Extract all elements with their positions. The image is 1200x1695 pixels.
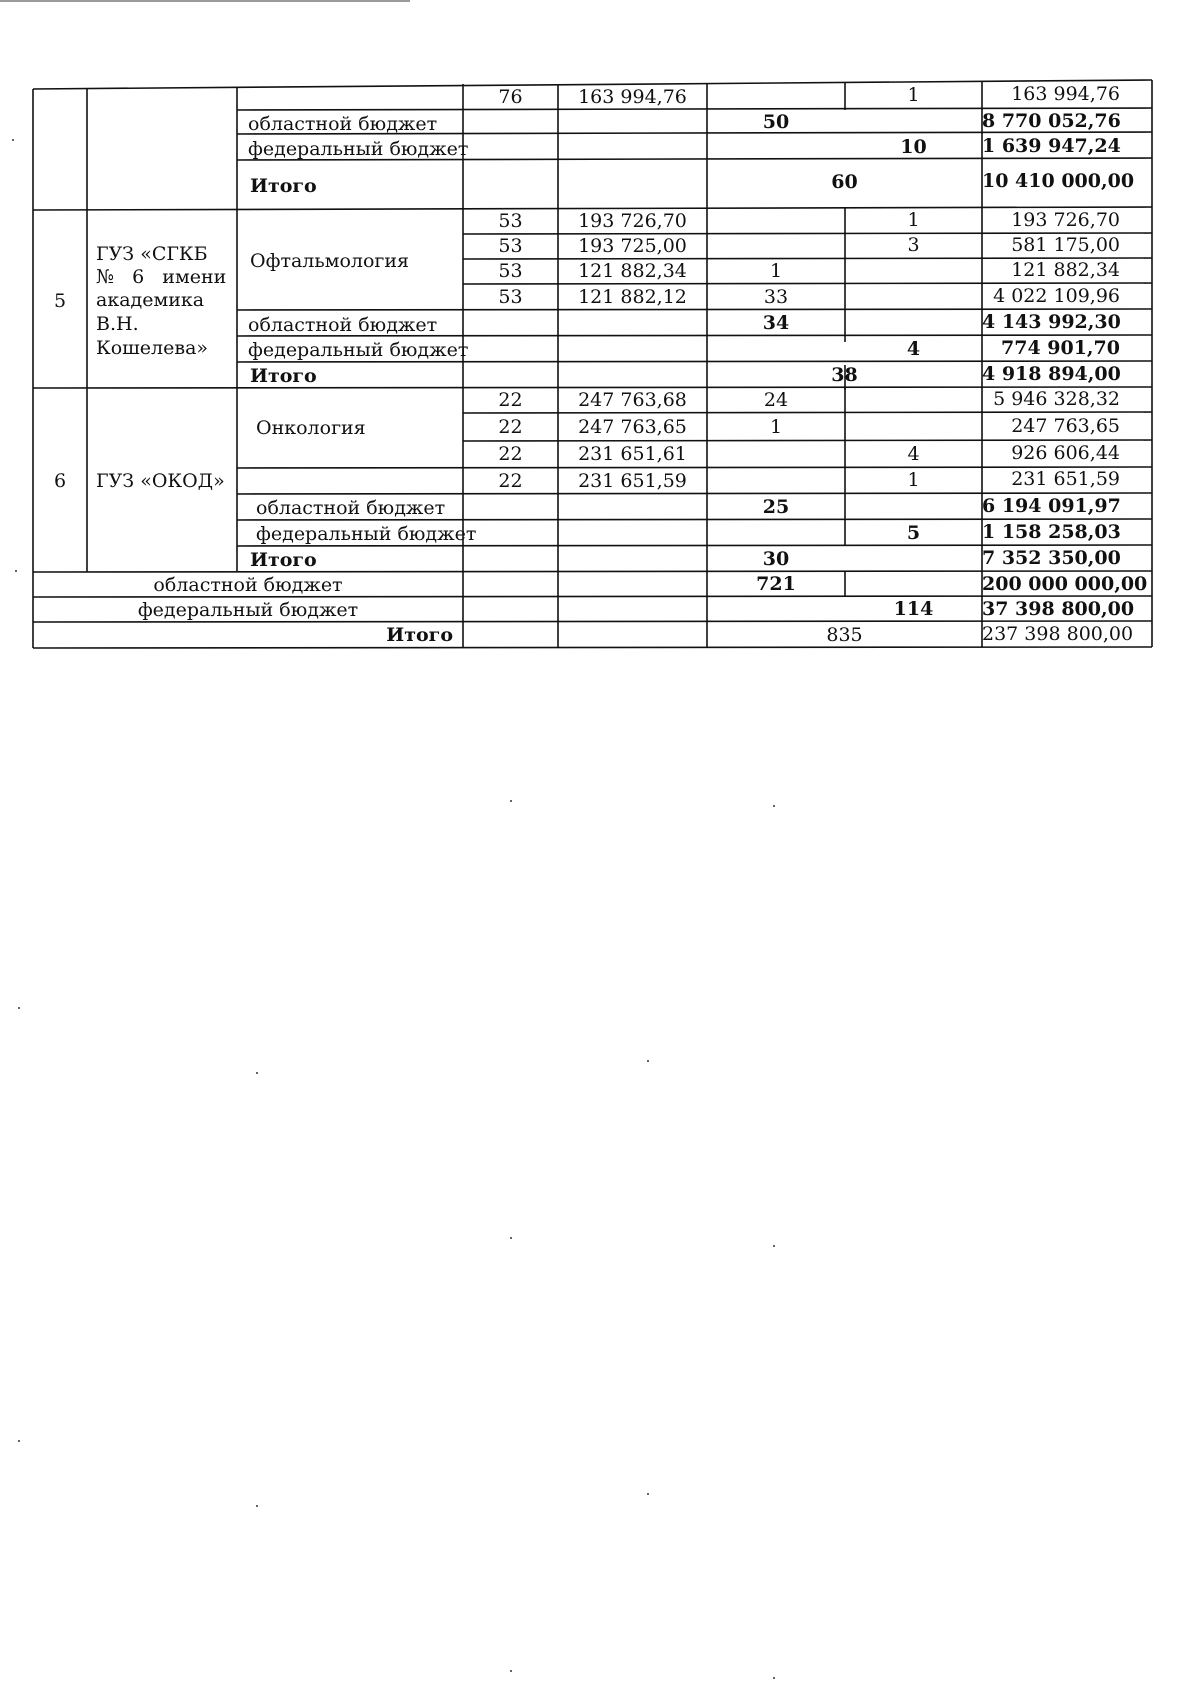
grand-total-sum: 237 398 800,00 bbox=[982, 623, 1134, 645]
federal-budget-sum: 1 639 947,24 bbox=[982, 135, 1121, 157]
federal-budget-label: федеральный бюджет bbox=[248, 339, 469, 361]
cell-total: 5 946 328,32 bbox=[993, 388, 1120, 410]
total-sum: 7 352 350,00 bbox=[982, 547, 1121, 569]
regional-budget-count: 34 bbox=[762, 312, 790, 334]
cell-col-b: 193 726,70 bbox=[578, 210, 687, 232]
cell-total: 163 994,76 bbox=[1011, 83, 1120, 105]
scan-speck bbox=[18, 1007, 20, 1009]
scan-speck bbox=[12, 139, 14, 141]
federal-budget-label: федеральный бюджет bbox=[248, 138, 469, 160]
cell-total: 121 882,34 bbox=[1011, 259, 1120, 281]
scan-speck bbox=[18, 1440, 20, 1442]
regional-budget-sum: 4 143 992,30 bbox=[982, 311, 1121, 333]
cell-col-b: 121 882,34 bbox=[578, 260, 687, 282]
grand-federal-budget-label: федеральный бюджет bbox=[137, 599, 359, 621]
cell-col-d: 1 bbox=[907, 84, 920, 106]
cell-col-d: 4 bbox=[907, 443, 920, 465]
total-count: 60 bbox=[831, 171, 858, 193]
cell-col-d: 3 bbox=[907, 234, 920, 256]
org-name-line: В.Н. bbox=[96, 313, 139, 335]
regional-budget-sum: 8 770 052,76 bbox=[982, 110, 1121, 132]
scan-speck bbox=[773, 805, 775, 807]
regional-budget-count: 50 bbox=[762, 111, 790, 133]
cell-col-c: 1 bbox=[769, 416, 783, 438]
federal-budget-sum: 774 901,70 bbox=[1001, 337, 1120, 359]
federal-budget-count: 5 bbox=[906, 522, 921, 544]
section-number: 6 bbox=[53, 470, 67, 492]
grand-regional-budget-sum: 200 000 000,00 bbox=[982, 573, 1148, 595]
cell-total: 247 763,65 bbox=[1011, 415, 1120, 437]
total-count: 30 bbox=[762, 548, 790, 570]
org-name-line: № 6 имени bbox=[96, 266, 227, 288]
medical-profile: Офтальмология bbox=[250, 250, 410, 272]
cell-total: 4 022 109,96 bbox=[993, 285, 1120, 307]
total-count: 38 bbox=[831, 364, 858, 386]
cell-col-b: 247 763,65 bbox=[578, 416, 687, 438]
scan-speck bbox=[256, 1072, 258, 1074]
section-number: 5 bbox=[53, 290, 67, 312]
grand-federal-budget-sum: 37 398 800,00 bbox=[982, 598, 1135, 620]
scan-speck bbox=[647, 1493, 649, 1495]
scan-speck bbox=[647, 1060, 649, 1062]
grand-total-count: 835 bbox=[826, 624, 863, 646]
cell-col-b: 121 882,12 bbox=[578, 286, 687, 308]
cell-col-a: 53 bbox=[498, 235, 523, 257]
cell-col-b: 163 994,76 bbox=[578, 86, 687, 108]
cell-total: 231 651,59 bbox=[1011, 468, 1120, 490]
cell-col-a: 53 bbox=[498, 210, 523, 232]
federal-budget-count: 4 bbox=[906, 338, 921, 360]
scan-speck bbox=[773, 1245, 775, 1247]
cell-col-b: 193 725,00 bbox=[578, 235, 687, 257]
cell-col-b: 231 651,59 bbox=[578, 470, 687, 492]
federal-budget-label: федеральный бюджет bbox=[256, 523, 477, 545]
total-label: Итого bbox=[250, 549, 317, 571]
federal-budget-count: 10 bbox=[900, 136, 927, 158]
cell-col-a: 22 bbox=[498, 389, 523, 411]
scan-speck bbox=[510, 1670, 512, 1672]
regional-budget-sum: 6 194 091,97 bbox=[982, 495, 1121, 517]
total-sum: 4 918 894,00 bbox=[982, 363, 1121, 385]
cell-col-b: 231 651,61 bbox=[578, 443, 687, 465]
org-name-line: ГУЗ «СГКБ bbox=[96, 243, 208, 265]
cell-total: 581 175,00 bbox=[1011, 234, 1120, 256]
cell-col-a: 22 bbox=[498, 470, 523, 492]
cell-col-c: 24 bbox=[763, 389, 789, 411]
cell-col-d: 1 bbox=[907, 209, 920, 231]
scan-speck bbox=[773, 1677, 775, 1679]
cell-col-a: 22 bbox=[498, 416, 523, 438]
cell-total: 193 726,70 bbox=[1011, 209, 1120, 231]
grand-regional-budget-label: областной бюджет bbox=[153, 574, 343, 596]
regional-budget-label: областной бюджет bbox=[256, 497, 446, 519]
total-label: Итого bbox=[250, 365, 317, 387]
org-name: ГУЗ «ОКОД» bbox=[96, 470, 225, 492]
grand-total-label: Итого bbox=[386, 624, 453, 646]
cell-col-c: 33 bbox=[763, 286, 789, 308]
cell-total: 926 606,44 bbox=[1011, 442, 1120, 464]
federal-budget-sum: 1 158 258,03 bbox=[982, 521, 1121, 543]
cell-col-a: 53 bbox=[498, 260, 523, 282]
cell-col-c: 1 bbox=[769, 260, 783, 282]
regional-budget-label: областной бюджет bbox=[248, 113, 438, 135]
scan-speck bbox=[510, 800, 512, 802]
org-name-line: академика bbox=[96, 289, 205, 311]
total-sum: 10 410 000,00 bbox=[982, 170, 1135, 192]
scan-speck bbox=[256, 1505, 258, 1507]
regional-budget-count: 25 bbox=[762, 496, 790, 518]
scan-speck bbox=[15, 570, 17, 572]
medical-profile: Онкология bbox=[256, 417, 366, 439]
cell-col-d: 1 bbox=[907, 469, 920, 491]
cell-col-a: 53 bbox=[498, 286, 523, 308]
grand-regional-budget-count: 721 bbox=[756, 573, 796, 595]
org-name-line: Кошелева» bbox=[96, 337, 209, 359]
cell-col-a: 76 bbox=[498, 86, 523, 108]
grand-federal-budget-count: 114 bbox=[893, 598, 934, 620]
cell-col-a: 22 bbox=[498, 443, 523, 465]
scan-speck bbox=[510, 1237, 512, 1239]
cell-col-b: 247 763,68 bbox=[578, 389, 687, 411]
total-label: Итого bbox=[250, 175, 317, 197]
regional-budget-label: областной бюджет bbox=[248, 314, 438, 336]
